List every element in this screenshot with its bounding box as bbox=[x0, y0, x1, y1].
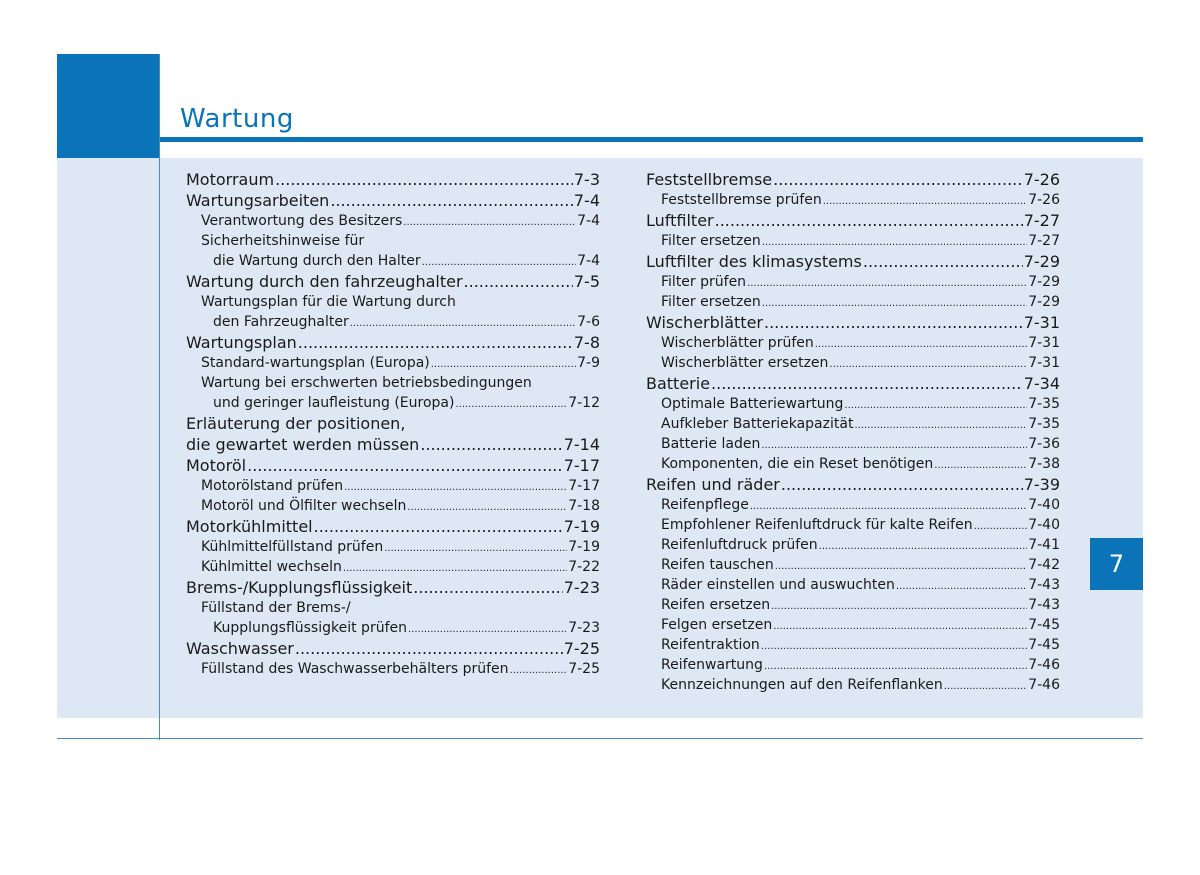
toc-page-number: 7-12 bbox=[568, 395, 600, 411]
toc-leader-dots bbox=[247, 455, 563, 476]
toc-entry-label: Komponenten, die ein Reset benötigen bbox=[661, 456, 934, 472]
toc-page-number: 7-23 bbox=[568, 620, 600, 636]
toc-page-number: 7-27 bbox=[1023, 211, 1060, 230]
toc-page-number: 7-6 bbox=[577, 314, 600, 330]
toc-entry-label: Kühlmittel wechseln bbox=[201, 559, 342, 575]
side-strip bbox=[57, 158, 159, 718]
toc-subsection-entry[interactable] bbox=[646, 495, 1060, 515]
toc-page-number: 7-3 bbox=[573, 170, 600, 189]
toc-leader-dots bbox=[823, 192, 1027, 212]
toc-leader-dots bbox=[314, 516, 563, 537]
toc-leader-dots bbox=[974, 517, 1028, 537]
toc-page-number: 7-31 bbox=[1023, 313, 1060, 332]
title-rule bbox=[160, 137, 1143, 142]
toc-leader-dots bbox=[863, 251, 1023, 272]
toc-entry-label: Räder einstellen und auswuchten bbox=[661, 577, 895, 593]
toc-subsection-entry[interactable] bbox=[646, 555, 1060, 575]
toc-page-number: 7-39 bbox=[1023, 475, 1060, 494]
toc-entry-label: Felgen ersetzen bbox=[661, 617, 773, 633]
toc-leader-dots bbox=[771, 597, 1027, 617]
toc-entry-label: Wartungsplan bbox=[186, 333, 297, 352]
toc-leader-dots bbox=[408, 620, 567, 640]
toc-entry-label: Optimale Batteriewartung bbox=[661, 396, 844, 412]
toc-subsection-entry[interactable] bbox=[646, 615, 1060, 635]
toc-entry-label: Füllstand der Brems-/ bbox=[201, 600, 351, 616]
toc-page-number: 7-25 bbox=[568, 661, 600, 677]
toc-leader-dots bbox=[330, 190, 573, 211]
toc-entry-label: Batterie laden bbox=[661, 436, 761, 452]
toc-entry-label: Erläuterung der positionen, bbox=[186, 414, 406, 433]
chapter-tab[interactable]: 7 bbox=[1090, 538, 1143, 590]
toc-page-number: 7-35 bbox=[1028, 396, 1060, 412]
toc-page-number: 7-17 bbox=[568, 478, 600, 494]
toc-page-number: 7-46 bbox=[1028, 657, 1060, 673]
toc-entry-label: Feststellbremse bbox=[646, 170, 773, 189]
toc-page-number: 7-4 bbox=[573, 191, 600, 210]
toc-leader-dots bbox=[761, 637, 1027, 657]
toc-page-number: 7-27 bbox=[1028, 233, 1060, 249]
toc-entry-label: Wartungsarbeiten bbox=[186, 191, 330, 210]
toc-subsection-entry[interactable] bbox=[186, 659, 600, 679]
toc-subsection-entry[interactable] bbox=[186, 496, 600, 516]
toc-page-number: 7-45 bbox=[1028, 637, 1060, 653]
toc-entry-label: Reifen ersetzen bbox=[661, 597, 771, 613]
toc-entry-label: die Wartung durch den Halter bbox=[213, 253, 421, 269]
toc-leader-dots bbox=[295, 638, 563, 659]
toc-page-number: 7-9 bbox=[577, 355, 600, 371]
toc-subsection-entry[interactable] bbox=[646, 272, 1060, 292]
toc-leader-dots bbox=[764, 312, 1023, 333]
toc-page-number: 7-19 bbox=[563, 517, 600, 536]
toc-section-entry[interactable] bbox=[646, 373, 1060, 394]
toc-subsection-entry[interactable] bbox=[186, 476, 600, 496]
toc-entry-label: Brems-/Kupplungsflüssigkeit bbox=[186, 578, 413, 597]
toc-left-column bbox=[186, 169, 600, 679]
toc-entry-label: Filter ersetzen bbox=[661, 294, 761, 310]
toc-page-number: 7-25 bbox=[563, 639, 600, 658]
toc-entry-label: Feststellbremse prüfen bbox=[661, 192, 822, 208]
toc-entry-label: Reifenpflege bbox=[661, 497, 749, 513]
toc-entry-label: Empfohlener Reifenluftdruck für kalte Reifen bbox=[661, 517, 973, 533]
toc-subsection-entry[interactable] bbox=[646, 515, 1060, 535]
toc-section-entry[interactable] bbox=[186, 516, 600, 537]
toc-subsection-entry[interactable] bbox=[186, 598, 600, 618]
toc-entry-label: Filter prüfen bbox=[661, 274, 747, 290]
toc-entry-label: Motorraum bbox=[186, 170, 275, 189]
toc-leader-dots bbox=[431, 355, 576, 375]
toc-entry-label: Motoröl bbox=[186, 456, 247, 475]
toc-entry-label: Wartung bei erschwerten betriebsbedingungen bbox=[201, 375, 532, 391]
toc-leader-dots bbox=[407, 498, 567, 518]
toc-page-number: 7-4 bbox=[577, 213, 600, 229]
toc-leader-dots bbox=[781, 474, 1023, 495]
toc-section-entry[interactable] bbox=[646, 474, 1060, 495]
toc-subsection-entry[interactable] bbox=[186, 312, 600, 332]
toc-entry-label: Kupplungsflüssigkeit prüfen bbox=[213, 620, 407, 636]
toc-page-number: 7-5 bbox=[573, 272, 600, 291]
toc-leader-dots bbox=[815, 335, 1027, 355]
toc-leader-dots bbox=[343, 559, 567, 579]
toc-leader-dots bbox=[762, 294, 1027, 314]
toc-section-entry[interactable] bbox=[646, 210, 1060, 231]
bottom-rule bbox=[57, 738, 1143, 739]
toc-section-entry[interactable] bbox=[186, 577, 600, 598]
toc-page-number: 7-23 bbox=[563, 578, 600, 597]
toc-leader-dots bbox=[711, 373, 1023, 394]
toc-entry-label: Motorölstand prüfen bbox=[201, 478, 344, 494]
toc-entry-label: Wischerblätter ersetzen bbox=[661, 355, 829, 371]
toc-section-entry[interactable] bbox=[186, 638, 600, 659]
toc-subsection-entry[interactable] bbox=[646, 353, 1060, 373]
toc-subsection-entry[interactable] bbox=[646, 333, 1060, 353]
toc-entry-label: Wartungsplan für die Wartung durch bbox=[201, 294, 456, 310]
toc-entry-label: Kühlmittelfüllstand prüfen bbox=[201, 539, 384, 555]
toc-page-number: 7-26 bbox=[1028, 192, 1060, 208]
toc-subsection-entry[interactable] bbox=[186, 251, 600, 271]
toc-entry-label: Reifenwartung bbox=[661, 657, 763, 673]
toc-leader-dots bbox=[854, 416, 1027, 436]
toc-entry-label: Filter ersetzen bbox=[661, 233, 761, 249]
toc-page-number: 7-40 bbox=[1028, 517, 1060, 533]
toc-leader-dots bbox=[275, 169, 573, 190]
toc-page-number: 7-22 bbox=[568, 559, 600, 575]
toc-page-number: 7-40 bbox=[1028, 497, 1060, 513]
toc-leader-dots bbox=[819, 537, 1028, 557]
toc-page-number: 7-17 bbox=[563, 456, 600, 475]
toc-leader-dots bbox=[510, 661, 568, 681]
toc-leader-dots bbox=[422, 253, 577, 273]
toc-page-number: 7-8 bbox=[573, 333, 600, 352]
toc-subsection-entry[interactable] bbox=[646, 394, 1060, 414]
toc-subsection-entry[interactable] bbox=[646, 434, 1060, 454]
toc-subsection-entry[interactable] bbox=[186, 373, 600, 393]
toc-page-number: 7-36 bbox=[1028, 436, 1060, 452]
toc-section-entry[interactable] bbox=[186, 434, 600, 455]
toc-page-number: 7-46 bbox=[1028, 677, 1060, 693]
toc-entry-label: Reifentraktion bbox=[661, 637, 760, 653]
toc-section-entry[interactable] bbox=[646, 312, 1060, 333]
toc-entry-label: Motorkühlmittel bbox=[186, 517, 313, 536]
toc-subsection-entry[interactable] bbox=[186, 231, 600, 251]
toc-entry-label: Sicherheitshinweise für bbox=[201, 233, 365, 249]
toc-leader-dots bbox=[420, 434, 562, 455]
toc-entry-label: die gewartet werden müssen bbox=[186, 435, 420, 454]
toc-leader-dots bbox=[750, 497, 1027, 517]
toc-page-number: 7-38 bbox=[1028, 456, 1060, 472]
toc-subsection-entry[interactable] bbox=[186, 353, 600, 373]
toc-subsection-entry[interactable] bbox=[186, 393, 600, 413]
toc-leader-dots bbox=[344, 478, 567, 498]
toc-leader-dots bbox=[934, 456, 1027, 476]
toc-subsection-entry[interactable] bbox=[646, 655, 1060, 675]
chapter-corner-block bbox=[57, 54, 159, 158]
toc-entry-label: Wischerblätter bbox=[646, 313, 763, 332]
toc-entry-label: Füllstand des Waschwasserbehälters prüfen bbox=[201, 661, 509, 677]
toc-page-number: 7-41 bbox=[1028, 537, 1060, 553]
toc-leader-dots bbox=[944, 677, 1027, 697]
toc-subsection-entry[interactable] bbox=[646, 635, 1060, 655]
toc-subsection-entry[interactable] bbox=[186, 618, 600, 638]
toc-entry-label: und geringer laufleistung (Europa) bbox=[213, 395, 455, 411]
toc-section-entry[interactable] bbox=[186, 190, 600, 211]
toc-leader-dots bbox=[715, 210, 1023, 231]
toc-subsection-entry[interactable] bbox=[646, 575, 1060, 595]
toc-entry-label: Waschwasser bbox=[186, 639, 294, 658]
toc-page-number: 7-29 bbox=[1023, 252, 1060, 271]
toc-subsection-entry[interactable] bbox=[646, 414, 1060, 434]
toc-entry-label: Reifen und räder bbox=[646, 475, 780, 494]
toc-page-number: 7-14 bbox=[563, 435, 600, 454]
toc-leader-dots bbox=[350, 314, 576, 334]
toc-entry-label: Wischerblätter prüfen bbox=[661, 335, 814, 351]
toc-page-number: 7-42 bbox=[1028, 557, 1060, 573]
toc-leader-dots bbox=[413, 577, 562, 598]
toc-entry-label: Luftfilter bbox=[646, 211, 714, 230]
toc-section-entry[interactable] bbox=[186, 332, 600, 353]
toc-leader-dots bbox=[455, 395, 567, 415]
toc-page-number: 7-19 bbox=[568, 539, 600, 555]
toc-subsection-entry[interactable] bbox=[646, 190, 1060, 210]
toc-right-column bbox=[646, 169, 1060, 695]
toc-entry-label: Kennzeichnungen auf den Reifenflanken bbox=[661, 677, 943, 693]
toc-entry-label: Standard-wartungsplan (Europa) bbox=[201, 355, 430, 371]
toc-entry-label: den Fahrzeughalter bbox=[213, 314, 349, 330]
page-title: Wartung bbox=[180, 104, 294, 134]
toc-page-number: 7-35 bbox=[1028, 416, 1060, 432]
toc-leader-dots bbox=[464, 271, 573, 292]
toc-page-number: 7-45 bbox=[1028, 617, 1060, 633]
toc-section-entry[interactable] bbox=[186, 413, 600, 434]
toc-subsection-entry[interactable] bbox=[186, 292, 600, 312]
toc-entry-label: Wartung durch den fahrzeughalter bbox=[186, 272, 463, 291]
toc-page-number: 7-29 bbox=[1028, 274, 1060, 290]
toc-entry-label: Reifenluftdruck prüfen bbox=[661, 537, 818, 553]
toc-subsection-entry[interactable] bbox=[646, 535, 1060, 555]
toc-leader-dots bbox=[844, 396, 1027, 416]
toc-leader-dots bbox=[773, 617, 1027, 637]
toc-subsection-entry[interactable] bbox=[646, 595, 1060, 615]
toc-subsection-entry[interactable] bbox=[186, 537, 600, 557]
toc-entry-label: Verantwortung des Besitzers bbox=[201, 213, 403, 229]
toc-page-number: 7-43 bbox=[1028, 597, 1060, 613]
toc-leader-dots bbox=[829, 355, 1027, 375]
toc-page-number: 7-4 bbox=[577, 253, 600, 269]
toc-leader-dots bbox=[773, 169, 1023, 190]
toc-leader-dots bbox=[775, 557, 1027, 577]
toc-page-number: 7-43 bbox=[1028, 577, 1060, 593]
toc-leader-dots bbox=[747, 274, 1027, 294]
toc-leader-dots bbox=[764, 657, 1027, 677]
toc-entry-label: Aufkleber Batteriekapazität bbox=[661, 416, 854, 432]
toc-section-entry[interactable] bbox=[186, 271, 600, 292]
toc-subsection-entry[interactable] bbox=[646, 292, 1060, 312]
toc-section-entry[interactable] bbox=[186, 169, 600, 190]
toc-leader-dots bbox=[403, 213, 576, 233]
toc-page-number: 7-29 bbox=[1028, 294, 1060, 310]
toc-page-number: 7-31 bbox=[1028, 355, 1060, 371]
toc-subsection-entry[interactable] bbox=[646, 231, 1060, 251]
toc-subsection-entry[interactable] bbox=[186, 557, 600, 577]
toc-entry-label: Batterie bbox=[646, 374, 711, 393]
toc-leader-dots bbox=[762, 233, 1027, 253]
toc-subsection-entry[interactable] bbox=[646, 675, 1060, 695]
toc-subsection-entry[interactable] bbox=[646, 454, 1060, 474]
toc-page-number: 7-18 bbox=[568, 498, 600, 514]
toc-leader-dots bbox=[384, 539, 567, 559]
toc-leader-dots bbox=[761, 436, 1027, 456]
toc-section-entry[interactable] bbox=[646, 251, 1060, 272]
toc-page-number: 7-34 bbox=[1023, 374, 1060, 393]
toc-leader-dots bbox=[896, 577, 1027, 597]
toc-entry-label: Luftfilter des klimasystems bbox=[646, 252, 862, 271]
toc-section-entry[interactable] bbox=[186, 455, 600, 476]
toc-entry-label: Motoröl und Ölfilter wechseln bbox=[201, 498, 407, 514]
toc-section-entry[interactable] bbox=[646, 169, 1060, 190]
toc-page-number: 7-26 bbox=[1023, 170, 1060, 189]
toc-entry-label: Reifen tauschen bbox=[661, 557, 774, 573]
toc-page-number: 7-31 bbox=[1028, 335, 1060, 351]
toc-subsection-entry[interactable] bbox=[186, 211, 600, 231]
toc-leader-dots bbox=[298, 332, 573, 353]
